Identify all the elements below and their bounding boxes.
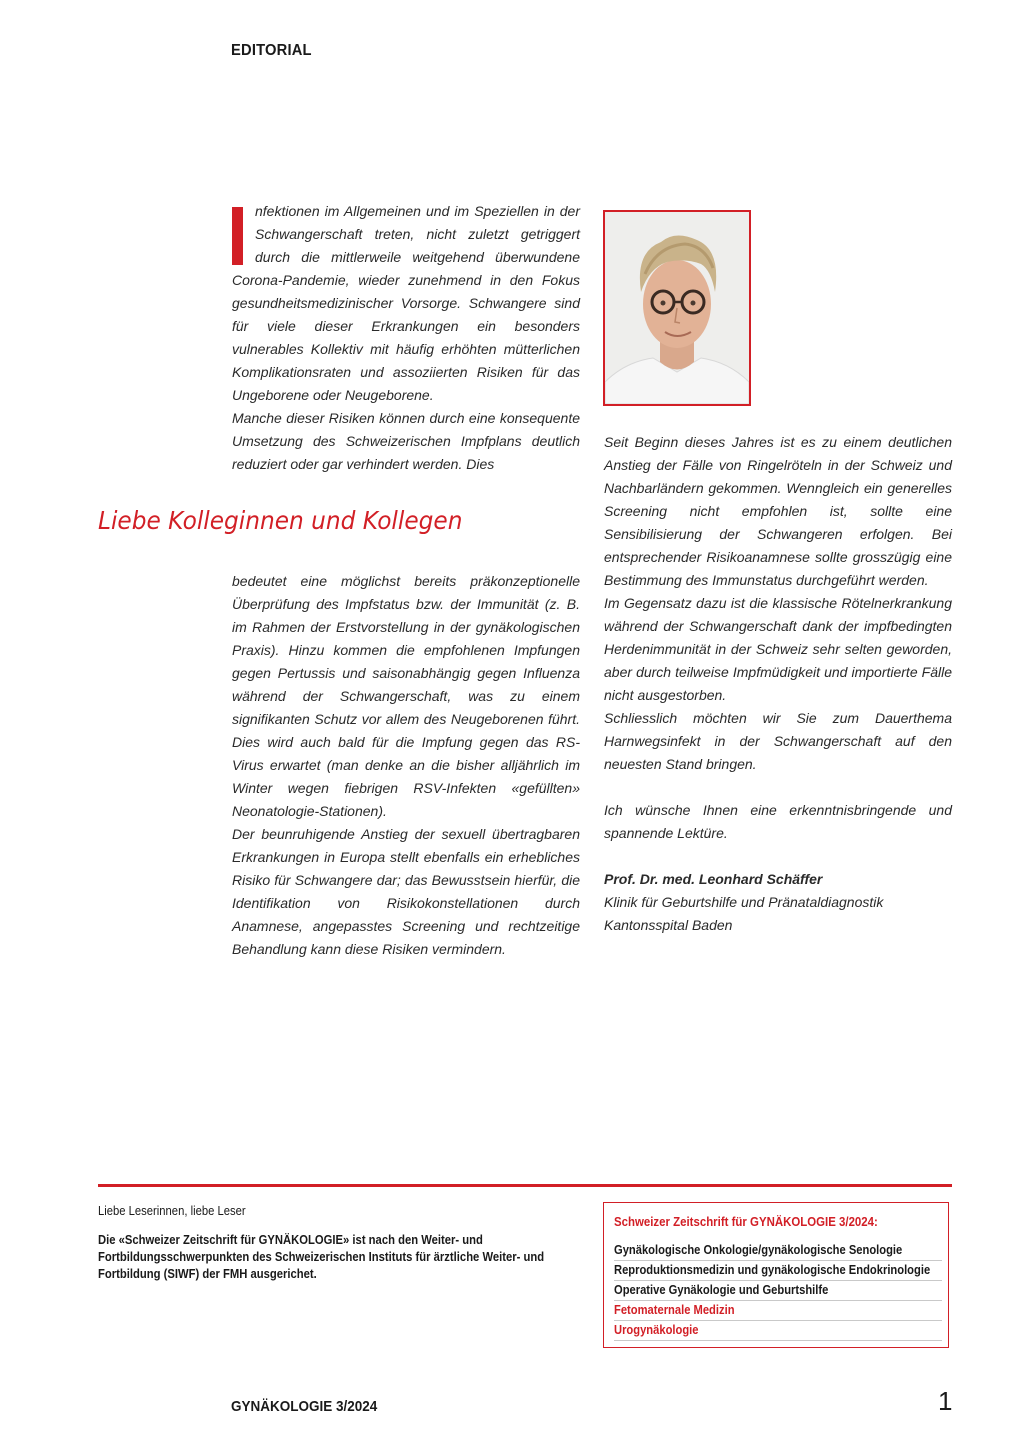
drop-cap-bar [232,207,243,265]
article-paragraph: Der beunruhigende Anstieg der sexuell übertragbaren Erkrankungen in Europa stellt ebenfalls ein erhebliches Risiko für Schwangere dar; das Bewusstsein hierfür, die Identifikation von Risikokonstellationen durch Anamnese, angepasstes Screening und rechtzeitige Behandlung kann diese Risiken vermindern. [232,826,580,957]
article-paragraph: Manche dieser Risiken können durch eine konsequente Umsetzung des Schweizerischen Impfplans deutlich reduziert oder gar verhindert werden. Dies [232,410,580,472]
issue-topic-item-highlighted: Fetomaternale Medizin [614,1301,942,1321]
author-affiliation: Klinik für Geburtshilfe und Pränataldiagnostik [604,894,884,910]
reader-note [98,1203,575,1283]
author-portrait [603,210,751,406]
issue-topic-item: Operative Gynäkologie und Geburtshilfe [614,1281,942,1301]
issue-topic-item: Reproduktionsmedizin und gynäkologische Endokrinologie [614,1261,942,1281]
author-hospital: Kantonsspital Baden [604,917,733,933]
editorial-headline: Liebe Kolleginnen und Kollegen [98,506,463,535]
author-name: Prof. Dr. med. Leonhard Schäffer [604,871,823,887]
article-paragraph: nfektionen im Allgemeinen und im Speziellen in der Schwangerschaft treten, nicht zuletzt getriggert durch die mittlerweile weitgehend überwundene Corona-Pandemie, wieder zunehmend in den Fokus gesundheitsmedizinischer Vorsorge. Schwangere sind für viele dieser Erkrankungen ein besonders vulnerables Kollektiv mit häufig erhöhten mütterlichen Komplikationsraten und assoziierten Risiken für das Ungeborene oder Neugeborene. [232,203,580,403]
issue-topic-item-highlighted: Urogynäkologie [614,1321,942,1341]
journal-issue: GYNÄKOLOGIE 3/2024 [231,1398,378,1415]
portrait-photo-icon [605,212,749,404]
footer-divider [98,1184,952,1187]
article-column-left-top [232,200,580,476]
page-number: 1 [938,1386,953,1416]
article-paragraph: Schliesslich möchten wir Sie zum Dauerthema Harnwegsinfekt in der Schwangerschaft auf den neuesten Stand bringen. [604,710,952,772]
article-paragraph: bedeutet eine möglichst bereits präkonzeptionelle Überprüfung des Impfstatus bzw. der Immunität (z. B. im Rahmen der Erstvorstellung in der gynäkologischen Praxis). Hinzu kommen die empfohlenen Impfungen gegen Pertussis und saisonabhängig gegen Influenza während der Schwangerschaft, was zu einem signifikanten Schutz vor allem des Neugeborenen führt. Dies wird auch bald für die Impfung gegen das RS-Virus erwartet (man denke an die bisher alljährlich im Winter wegen fiebrigen RSV-Infekten «gefüllten» Neonatologie-Stationen). [232,573,580,819]
article-column-left-bottom [232,570,580,961]
issue-topic-item: Gynäkologische Onkologie/gynäkologische Senologie [614,1241,942,1261]
article-column-right [604,431,952,937]
reader-greeting: Liebe Leserinnen, liebe Leser [98,1204,246,1218]
issue-topics-title: Schweizer Zeitschrift für GYNÄKOLOGIE 3/2024: [614,1214,878,1229]
issue-topics-list [614,1241,942,1341]
reader-note-text: Die «Schweizer Zeitschrift für GYNÄKOLOGIE» ist nach den Weiter- und Fortbildungsschwerpunkten des Schweizerischen Instituts für ärztliche Weiter- und Fortbildung (SIWF) der FMH ausgerichet. [98,1233,545,1281]
issue-topics-box [603,1202,949,1348]
closing-line: Ich wünsche Ihnen eine erkenntnisbringende und spannende Lektüre. [604,802,952,841]
article-paragraph: Seit Beginn dieses Jahres ist es zu einem deutlichen Anstieg der Fälle von Ringelröteln in der Schweiz und Nachbarländern gekommen. Wenngleich ein generelles Screening nicht empfohlen ist, sollte eine Sensibilisierung der Schwangeren erfolgen. Bei entsprechender Risikoanamnese sollte grosszügig eine Bestimmung des Immunstatus durchgeführt werden. [604,434,952,588]
section-label: EDITORIAL [231,42,312,59]
article-paragraph: Im Gegensatz dazu ist die klassische Rötelnerkrankung während der Schwangerschaft dank der impfbedingten Herdenimmunität in der Schweiz sehr selten geworden, aber durch teilweise Impfmüdigkeit und importierte Fälle nicht ausgestorben. [604,595,952,703]
